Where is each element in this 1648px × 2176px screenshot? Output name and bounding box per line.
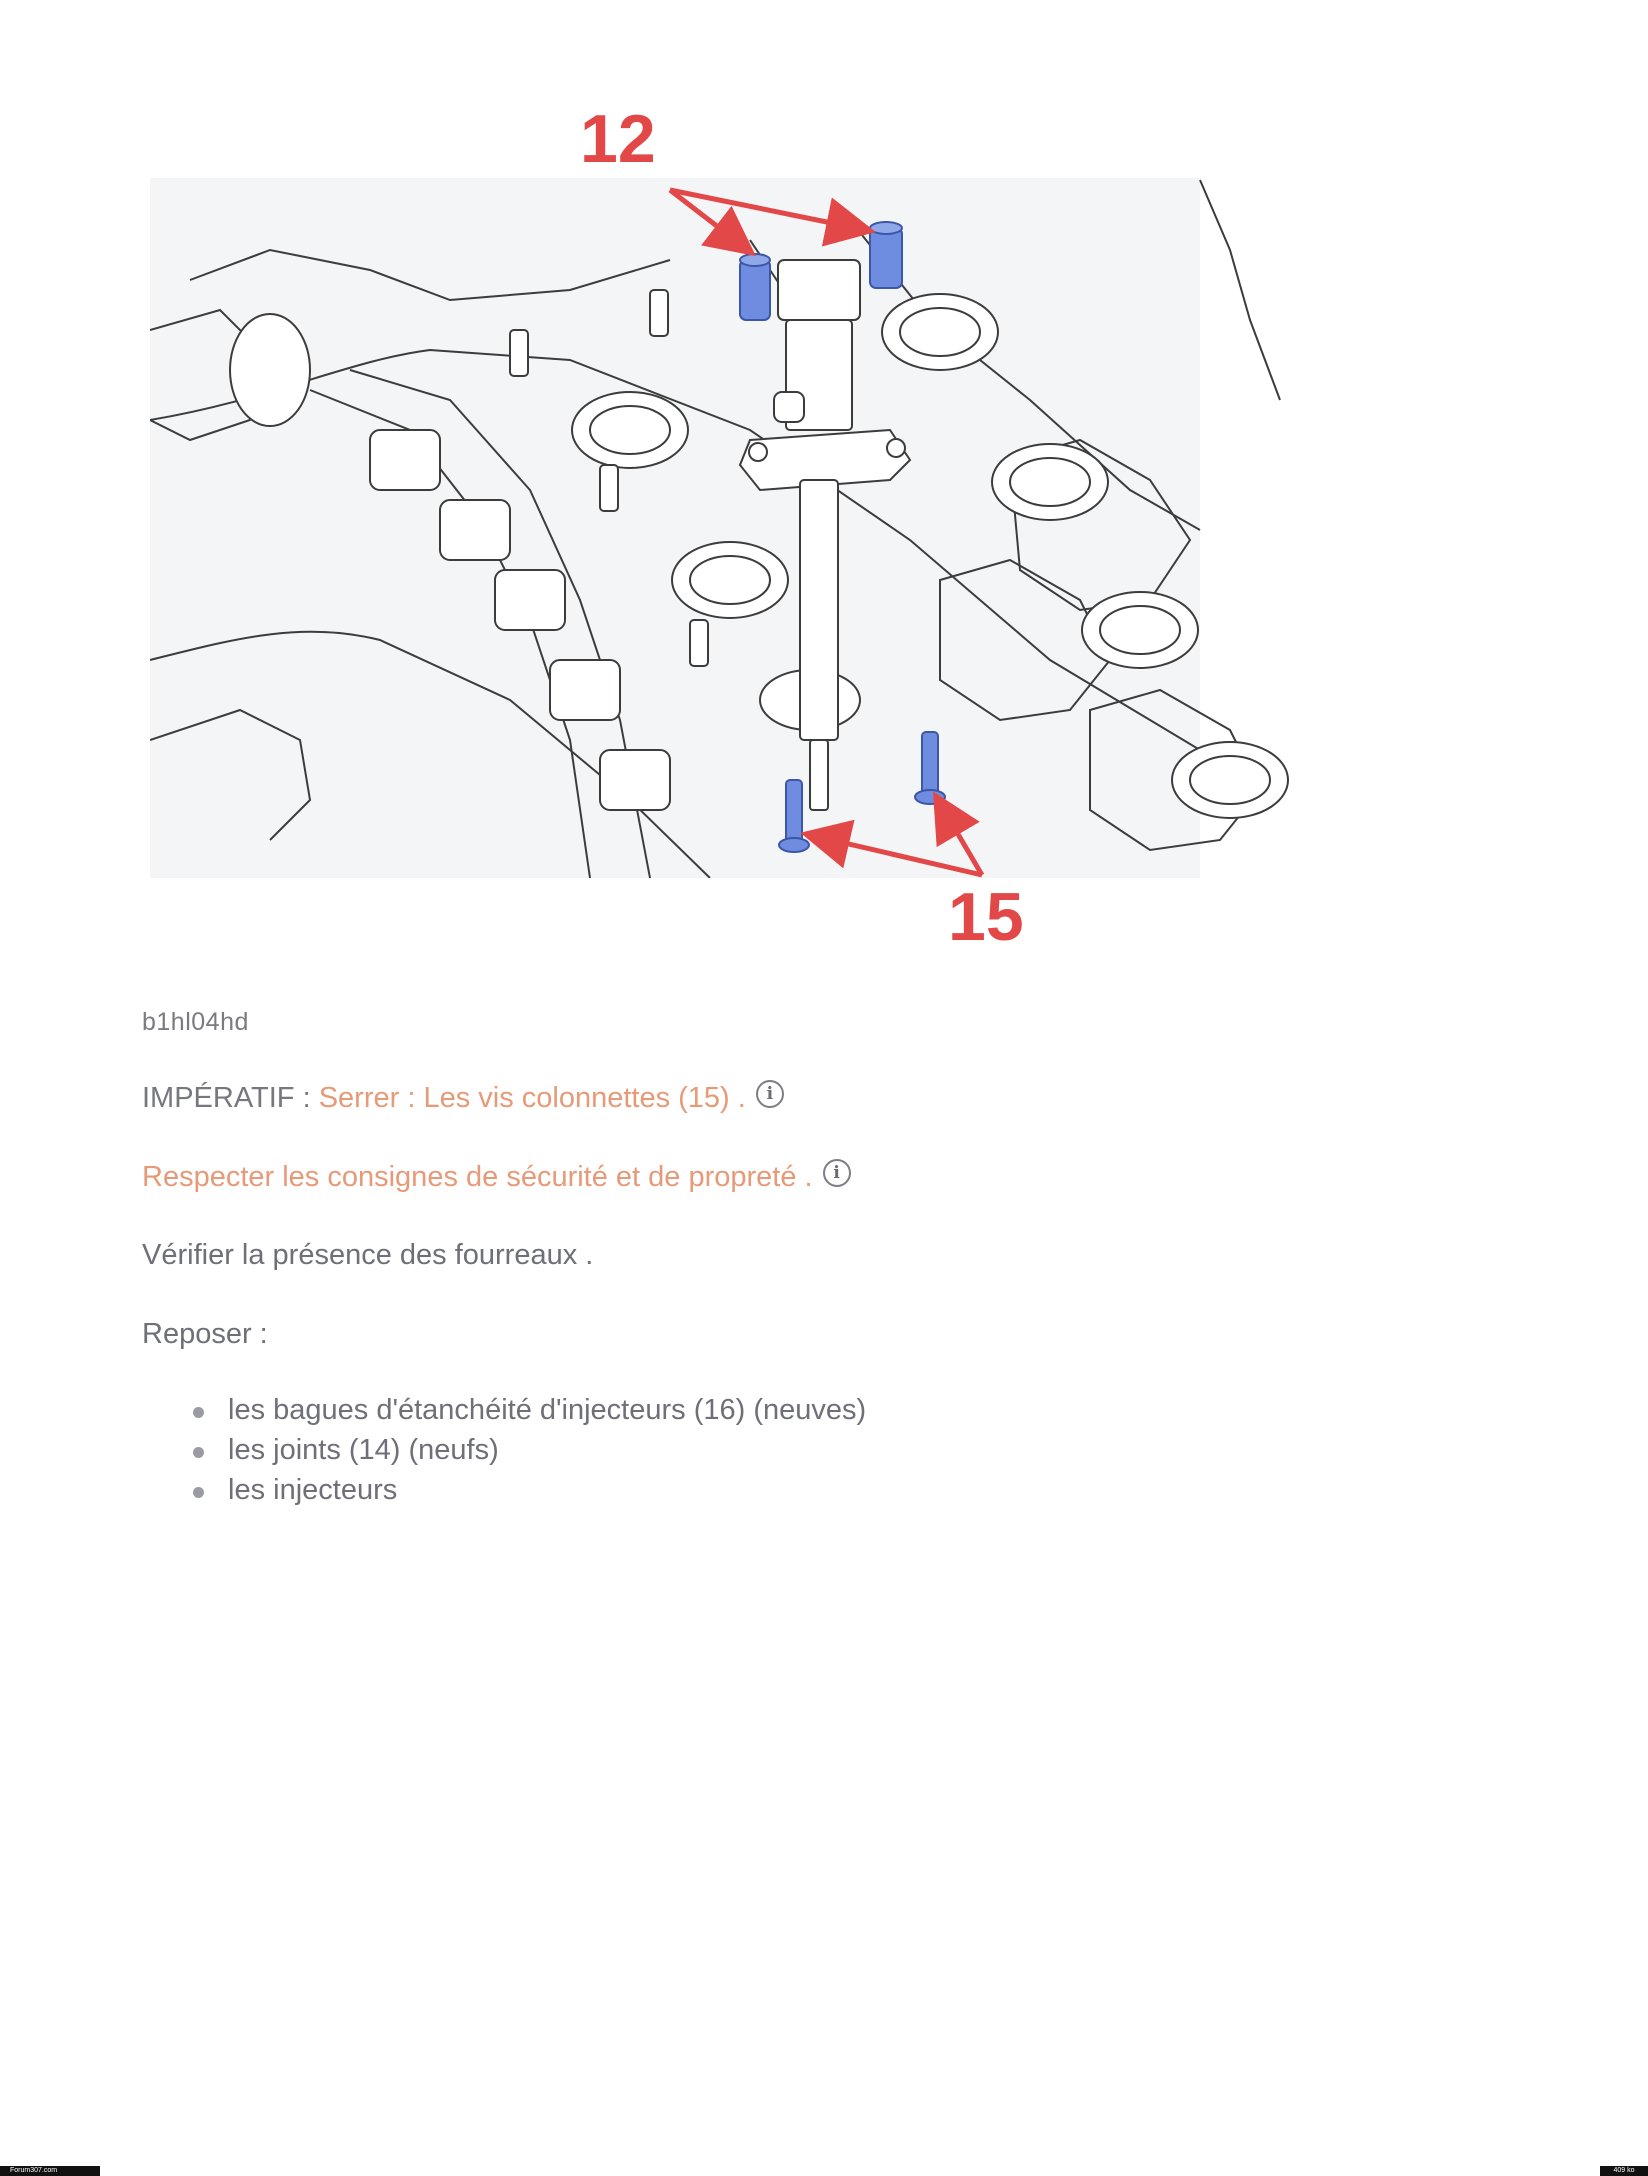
imperatif-line: [142, 1080, 784, 1116]
callout-15: 15: [948, 879, 1024, 955]
diagram-svg: [150, 100, 1400, 960]
imperatif-text: Serrer : Les vis colonnettes (15) .: [318, 1082, 746, 1114]
footer-source: Forum307.com: [0, 2166, 100, 2176]
figure-caption: b1hl04hd: [142, 1008, 249, 1036]
safety-text: Respecter les consignes de sécurité et de propreté .: [142, 1161, 813, 1193]
verify-line: Vérifier la présence des fourreaux .: [142, 1239, 594, 1271]
reposer-list: [190, 1390, 866, 1510]
engine-block: [150, 178, 1200, 878]
imperatif-label: IMPÉRATIF :: [142, 1082, 319, 1114]
list-item: les injecteurs: [190, 1470, 866, 1510]
footer-size: 409 ko: [1600, 2166, 1648, 2176]
safety-line: [142, 1159, 851, 1195]
list-item: les joints (14) (neufs): [190, 1430, 866, 1470]
list-item: les bagues d'étanchéité d'injecteurs (16) (neuves): [190, 1390, 866, 1430]
engine-diagram: [150, 100, 1400, 960]
callout-12: 12: [580, 101, 656, 177]
info-icon[interactable]: i: [823, 1159, 851, 1187]
info-icon[interactable]: i: [756, 1080, 784, 1108]
reposer-heading: Reposer :: [142, 1318, 268, 1350]
